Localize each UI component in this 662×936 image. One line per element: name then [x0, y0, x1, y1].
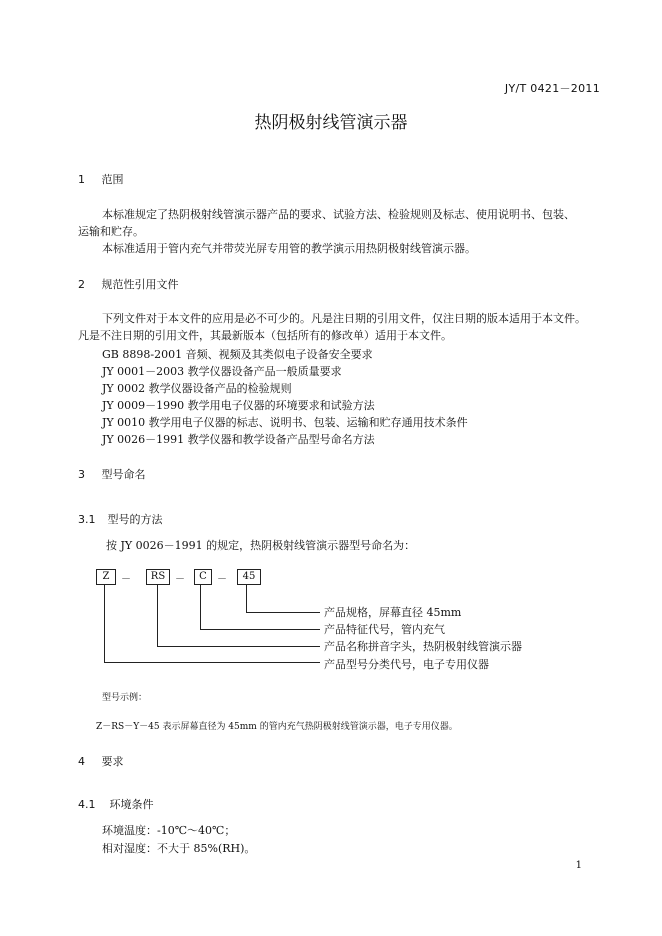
diagram-label-feature: 产品特征代号，管内充气 [324, 623, 445, 636]
connector-line [104, 585, 105, 663]
section-2-heading [78, 276, 179, 292]
connector-line [157, 646, 320, 647]
connector-line [200, 629, 320, 630]
connector-line [246, 585, 247, 613]
section-number: 1 [78, 173, 85, 186]
code-box-45: 45 [237, 569, 261, 585]
section-number: 4.1 [78, 798, 96, 811]
env-temperature: 环境温度：-10℃～40℃； [102, 824, 236, 837]
reference-item: JY 0009－1990 教学用电子仪器的环境要求和试验方法 [102, 399, 375, 412]
separator: － [175, 574, 185, 585]
example-text: Z－RS－Y－45 表示屏幕直径为 45mm 的管内充气热阴极射线管演示器，电子专用仪器。 [96, 722, 458, 732]
references-intro-line1: 下列文件对于本文件的应用是必不可少的。凡是注日期的引用文件，仅注日期的版本适用于本文件。 [102, 312, 586, 325]
section-number: 3 [78, 468, 85, 481]
reference-item: GB 8898-2001 音频、视频及其类似电子设备安全要求 [102, 348, 373, 361]
section-title: 型号命名 [101, 468, 146, 481]
diagram-label-spec: 产品规格，屏幕直径 45mm [324, 606, 462, 619]
section-title: 规范性引用文件 [101, 278, 179, 291]
section-number: 3.1 [78, 513, 96, 526]
reference-item: JY 0010 教学用电子仪器的标志、说明书、包装、运输和贮存通用技术条件 [102, 416, 468, 429]
section-4-heading [78, 753, 124, 769]
separator: － [121, 574, 131, 585]
reference-item: JY 0001－2003 教学仪器设备产品一般质量要求 [102, 365, 342, 378]
section-number: 2 [78, 278, 85, 291]
section-3-1-heading [78, 511, 163, 527]
code-box-rs: RS [146, 569, 170, 585]
model-naming-paragraph: 按 JY 0026－1991 的规定，热阴极射线管演示器型号命名为： [106, 539, 416, 552]
connector-line [157, 585, 158, 647]
scope-paragraph-2: 本标准适用于管内充气并带荧光屏专用管的教学演示用热阴极射线管演示器。 [102, 242, 476, 255]
reference-item: JY 0026－1991 教学仪器和教学设备产品型号命名方法 [102, 433, 375, 446]
code-box-z: Z [96, 569, 116, 585]
references-intro-line2: 凡是不注日期的引用文件，其最新版本（包括所有的修改单）适用于本文件。 [78, 329, 452, 342]
connector-line [104, 662, 320, 663]
code-box-c: C [194, 569, 212, 585]
page-number: 1 [575, 860, 582, 871]
scope-paragraph-line2: 运输和贮存。 [78, 225, 144, 238]
example-label: 型号示例： [102, 693, 148, 703]
section-title: 要求 [101, 755, 124, 768]
env-humidity: 相对湿度：不大于 85%(RH)。 [102, 842, 256, 855]
section-3-heading [78, 466, 146, 482]
section-number: 4 [78, 755, 85, 768]
diagram-label-class: 产品型号分类代号，电子专用仪器 [324, 658, 489, 671]
reference-item: JY 0002 教学仪器设备产品的检验规则 [102, 382, 292, 395]
section-title: 环境条件 [109, 798, 154, 811]
section-title: 型号的方法 [107, 513, 163, 526]
separator: － [217, 574, 227, 585]
scope-paragraph-line1: 本标准规定了热阴极射线管演示器产品的要求、试验方法、检验规则及标志、使用说明书、包装、 [102, 208, 575, 221]
connector-line [246, 612, 320, 613]
connector-line [200, 585, 201, 630]
section-1-heading [78, 171, 124, 187]
section-4-1-heading [78, 796, 154, 812]
diagram-label-name: 产品名称拼音字头，热阴极射线管演示器 [324, 640, 522, 653]
standard-code: JY/T 0421－2011 [504, 82, 600, 95]
section-title: 范围 [101, 173, 124, 186]
document-title: 热阴极射线管演示器 [254, 113, 408, 133]
